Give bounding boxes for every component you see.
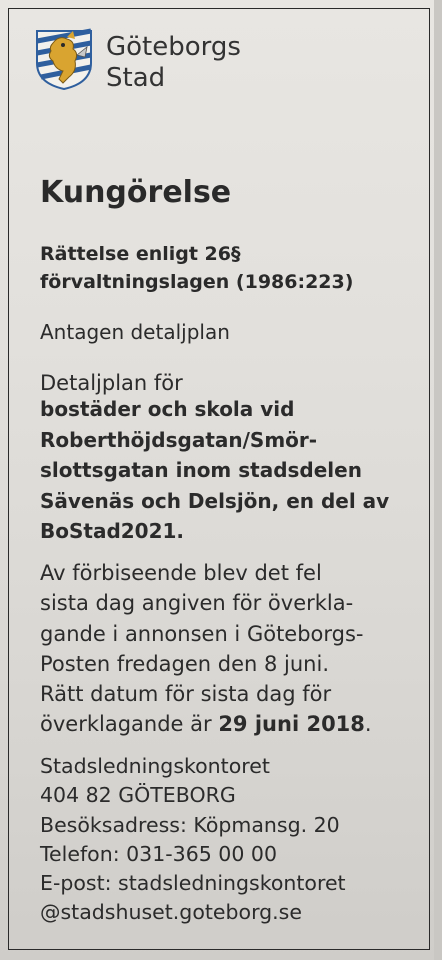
page-edge	[434, 0, 442, 960]
correction-line: Av förbiseende blev det fel	[40, 561, 322, 585]
correction-text	[40, 558, 372, 740]
notice-subtitle	[40, 240, 353, 296]
appeal-deadline-date: 29 juni 2018	[218, 712, 365, 737]
plan-description	[40, 394, 389, 547]
contact-visit-address: Besöksadress: Köpmansg. 20	[40, 812, 340, 837]
plan-line: slottsgatan inom stadsdelen	[40, 458, 362, 482]
contact-email-line2: @stadshuset.goteborg.se	[40, 900, 302, 925]
contact-postal: 404 82 GÖTEBORG	[40, 783, 236, 808]
contact-office: Stadsledningskontoret	[40, 754, 270, 778]
correction-line: gande i annonsen i Göteborgs-	[40, 621, 364, 646]
plan-line: bostäder och skola vid	[40, 397, 295, 421]
correction-prefix: överklagande är	[40, 712, 219, 737]
correction-last-line	[40, 709, 372, 739]
correction-line: sista dag angiven för överkla-	[40, 591, 354, 616]
plan-line: Roberthöjdsgatan/Smör-	[40, 427, 318, 452]
notice-title: Kungörelse	[40, 175, 232, 210]
contact-email-line1: E-post: stadsledningskontoret	[40, 871, 346, 896]
plan-line: BoStad2021.	[40, 519, 185, 543]
org-name-line1: Göteborgs	[106, 32, 241, 62]
lion-shield-icon	[33, 27, 95, 91]
plan-line: Sävenäs och Delsjön, en del av	[40, 488, 390, 513]
subtitle-line: förvaltningslagen (1986:223)	[40, 271, 354, 293]
correction-line: Posten fredagen den 8 juni.	[40, 651, 329, 676]
correction-suffix: .	[364, 712, 372, 737]
correction-line: Rätt datum för sista dag för	[40, 682, 332, 707]
org-name-line2: Stad	[106, 63, 166, 93]
contact-phone: Telefon: 031-365 00 00	[40, 841, 277, 866]
notice-type: Antagen detaljplan	[40, 320, 230, 344]
contact-block	[40, 752, 346, 928]
org-name	[106, 32, 241, 94]
subtitle-line: Rättelse enligt 26§	[40, 243, 241, 265]
plan-intro: Detaljplan för	[40, 371, 183, 395]
